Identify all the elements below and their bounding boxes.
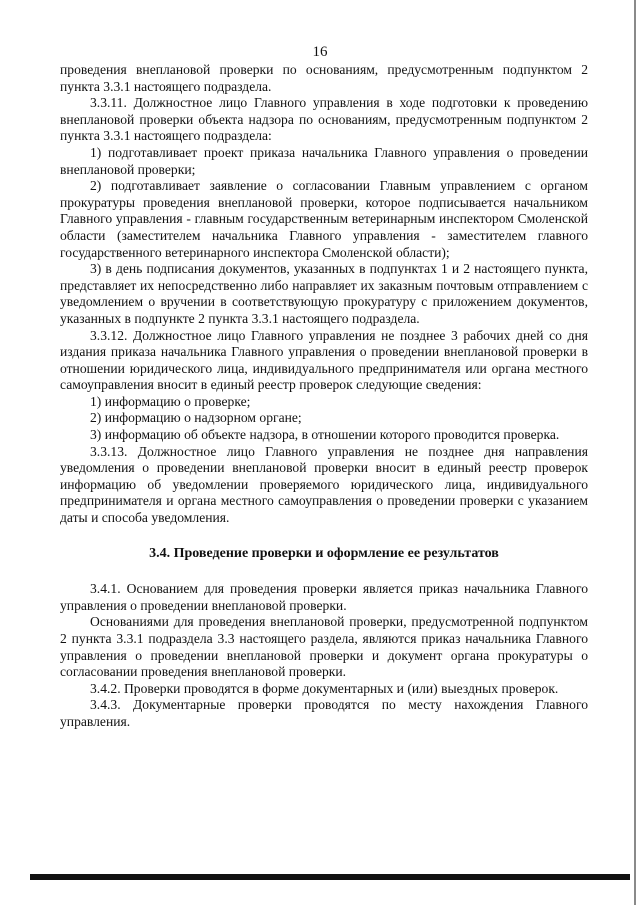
scan-edge-line (634, 0, 636, 905)
list-item: 1) подготавливает проект приказа начальника Главного управления о проведении внеплановой проверки; (60, 144, 588, 177)
paragraph: 3.3.11. Должностное лицо Главного управления в ходе подготовки к проведению внеплановой проверки объекта надзора по основаниям, предусмотренным подпунктом 2 пункта 3.3.1 настоящего подраздела: (60, 95, 588, 144)
document-body (60, 62, 588, 731)
list-item: 3) в день подписания документов, указанных в подпунктах 1 и 2 настоящего пункта, представляет их непосредственно либо направляет их заказным почтовым отправлением с уведомлением о вручении в соответствующую прокуратуру с приложением документов, указанных в подпункте 2 пункта 3.3.1 настоящего подраздела. (60, 261, 588, 326)
scan-bottom-bar (30, 874, 630, 880)
list-item: 2) подготавливает заявление о согласовании Главным управлением с органом прокуратуры проведения внеплановой проверки, которое подписывается начальником Главного управления - главным государственным ветеринарным инспектором Смоленской области (заместителем начальника Главного управления - заместителем главного государственного ветеринарного инспектора Смоленской области); (60, 178, 588, 260)
paragraph: 3.4.3. Документарные проверки проводятся по месту нахождения Главного управления. (60, 697, 588, 729)
paragraph: проведения внеплановой проверки по основаниям, предусмотренным подпунктом 2 пункта 3.3.1 настоящего подраздела. (60, 62, 588, 94)
list-item: 3) информацию об объекте надзора, в отношении которого проводится проверка. (90, 427, 560, 443)
paragraph: 3.3.13. Должностное лицо Главного управления не позднее дня направления уведомления о проведении внеплановой проверки вносит в единый реестр проверок информацию об уведомлении проверяемого юридического лица, индивидуального предпринимателя и органа местного самоуправления о проведении проверки с указанием даты и способа уведомления. (60, 443, 588, 526)
paragraph: 3.4.1. Основанием для проведения проверки является приказ начальника Главного управления о проведении внеплановой проверки. (60, 581, 588, 613)
section-heading: 3.4. Проведение проверки и оформление ее результатов (149, 545, 499, 561)
paragraph: Основаниями для проведения внеплановой проверки, предусмотренной подпунктом 2 пункта 3.3.1 подраздела 3.3 настоящего раздела, являются приказ начальника Главного управления о проведении внеплановой проверки и документ органа прокуратуры о согласовании проведения внеплановой проверки. (60, 614, 588, 680)
page-number: 16 (312, 44, 328, 60)
paragraph: 3.3.12. Должностное лицо Главного управления не позднее 3 рабочих дней со дня издания приказа начальника Главного управления о проведении внеплановой проверки в отношении юридического лица, индивидуального предпринимателя или органа местного самоуправления вносит в единый реестр проверок следующие сведения: (60, 327, 588, 393)
list-item: 1) информацию о проверке; (90, 393, 251, 409)
paragraph: 3.4.2. Проверки проводятся в форме документарных и (или) выездных проверок. (90, 680, 559, 696)
list-item: 2) информацию о надзорном органе; (90, 410, 302, 426)
